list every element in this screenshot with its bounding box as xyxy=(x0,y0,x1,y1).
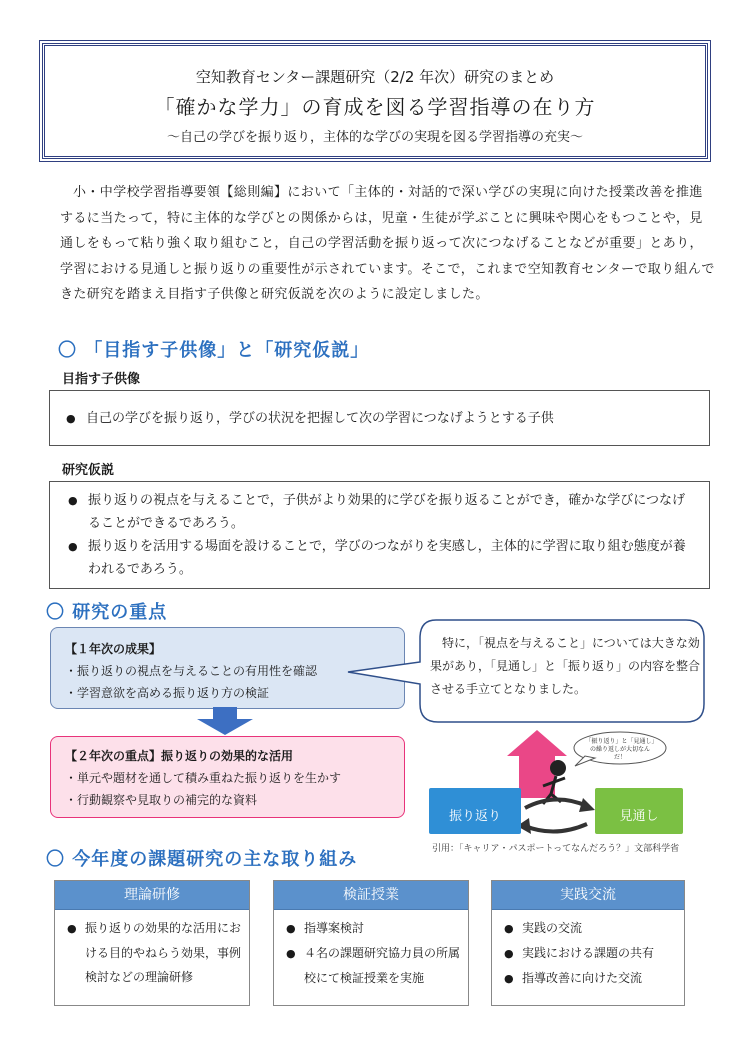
hypothesis-item: ● 振り返りを活用する場面を設けることで，学びのつながりを実感し，主体的に学習に取り組む態度が養われるであろう。 xyxy=(62,535,689,581)
column-verification xyxy=(273,880,469,1006)
child-item: ● 自己の学びを振り返り，学びの状況を把握して次の学習につなげようとする子供 xyxy=(60,407,709,430)
figure-left-label: 振り返り xyxy=(448,809,501,824)
figure-caption: 引用：「キャリア・パスポートってなんだろう？」文部科学省 xyxy=(432,844,680,854)
hypothesis-box xyxy=(49,481,710,589)
child-label: 目指す子供像 xyxy=(62,372,141,387)
callout-text: 特に，「視点を与えること」については大きな効果があり，「見通し」と「振り返り」の内容を整合させる手立てとなりました。 xyxy=(430,636,701,696)
column-item: ● 実践の交流 xyxy=(500,916,676,941)
figure-right-label: 見通し xyxy=(619,809,659,824)
down-arrow-icon xyxy=(195,707,255,735)
year2-item: ・行動観察や見取りの補完的な資料 xyxy=(65,793,258,807)
year1-item: ・学習意欲を高める振り返り方の検証 xyxy=(65,686,270,700)
title-box xyxy=(42,43,708,159)
column-item: ● 実践における課題の共有 xyxy=(500,941,676,966)
column-practice xyxy=(491,880,685,1006)
section1-heading: 〇 「目指す子供像」と「研究仮説」 xyxy=(58,340,370,361)
title-subtitle: ～自己の学びを振り返り，主体的な学びの実現を図る学習指導の充実～ xyxy=(166,130,583,145)
figure-speech: 「振り返り」と「見通し」の繰り返しが大切なんだ！ xyxy=(585,738,655,761)
hypothesis-label: 研究仮説 xyxy=(62,463,115,478)
page-title: 「確かな学力」の育成を図る学習指導の在り方 xyxy=(154,95,596,119)
section3-heading: 〇 今年度の課題研究の主な取り組み xyxy=(46,849,358,870)
year1-title: 【１年次の成果】 xyxy=(65,642,162,656)
column-item: ● 振り返りの効果的な活用における目的やねらう効果，事例検討などの理論研修 xyxy=(63,916,241,989)
hypothesis-item: ● 振り返りの視点を与えることで，子供がより効果的に学びを振り返ることができ，確かな学びにつなげることができるであろう。 xyxy=(62,489,689,535)
year1-item: ・振り返りの視点を与えることの有用性を確認 xyxy=(65,664,318,678)
column-theory xyxy=(54,880,250,1006)
person-icon xyxy=(550,760,566,776)
year2-box xyxy=(50,736,405,818)
year2-title: 【２年次の重点】振り返りの効果的な活用 xyxy=(65,749,294,763)
section2-heading: 〇 研究の重点 xyxy=(46,602,168,623)
column-title: 実践交流 xyxy=(492,881,684,910)
intro-paragraph: 小・中学校学習指導要領【総則編】において「主体的・対話的で深い学びの実現に向けた授業改善を推進するに当たって，特に主体的な学びとの関係からは，児童・生徒が学ぶことに興味や関心をもつことや，見通しをもって粘り強く取り組むこと，自己の学習活動を振り返って次につなげることなどが重要」とあり，学習における見通しと振り返りの重要性が示されています。そこで，これまで空知教育センターで取り組んできた研究を踏まえ目指す子供像と研究仮説を次のように設定しました。 xyxy=(60,185,715,302)
child-box xyxy=(49,390,710,446)
year2-item: ・単元や題材を通して積み重ねた振り返りを生かす xyxy=(65,771,342,785)
column-item: ● 指導改善に向けた交流 xyxy=(500,966,676,991)
column-item: ● 指導案検討 xyxy=(282,916,460,941)
title-line1: 空知教育センター課題研究（2/2 年次）研究のまとめ xyxy=(195,68,555,86)
column-title: 理論研修 xyxy=(55,881,249,910)
column-item: ● ４名の課題研究協力員の所属校にて検証授業を実施 xyxy=(282,941,460,990)
column-title: 検証授業 xyxy=(274,881,468,910)
